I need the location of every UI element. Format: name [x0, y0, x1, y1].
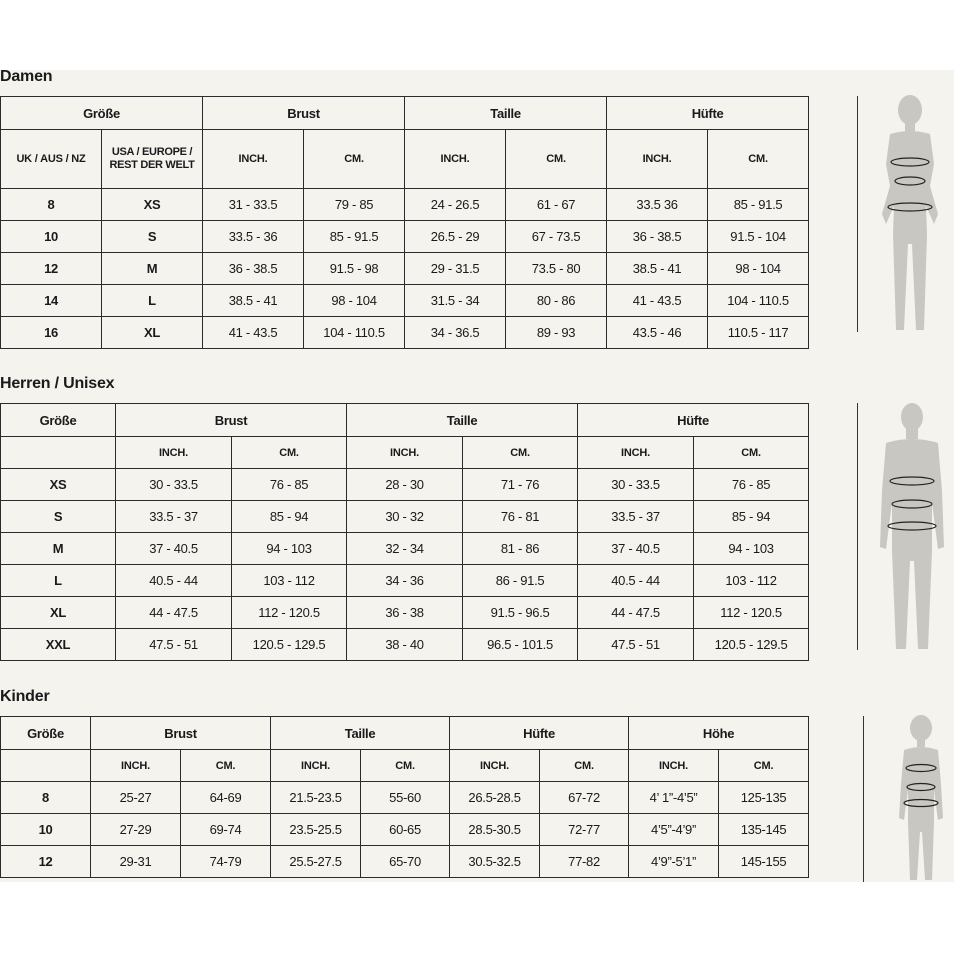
measurement-cell: 47.5 - 51 — [116, 629, 232, 661]
column-header: CM. — [540, 750, 629, 782]
size-cell: 8 — [1, 782, 91, 814]
measurement-cell: 80 - 86 — [506, 285, 607, 317]
measurement-cell: 85 - 91.5 — [304, 221, 405, 253]
group-header: Taille — [347, 404, 578, 437]
measurement-cell: 36 - 38.5 — [203, 253, 304, 285]
damen-title: Damen — [0, 68, 53, 85]
measurement-cell: 89 - 93 — [506, 317, 607, 349]
measurement-cell: 85 - 94 — [232, 501, 347, 533]
column-header: INCH. — [450, 750, 540, 782]
height-scale — [857, 96, 858, 332]
column-header: INCH. — [271, 750, 361, 782]
measurement-cell: 26.5-28.5 — [450, 782, 540, 814]
column-header: INCH. — [578, 437, 694, 469]
measurement-cell: 60-65 — [361, 814, 450, 846]
measurement-cell: 86 - 91.5 — [463, 565, 578, 597]
group-header: Hüfte — [578, 404, 809, 437]
herren-title: Herren / Unisex — [0, 375, 115, 392]
measurement-cell: 98 - 104 — [708, 253, 809, 285]
measurement-cell: 76 - 81 — [463, 501, 578, 533]
measurement-cell: 40.5 - 44 — [578, 565, 694, 597]
column-header: INCH. — [629, 750, 719, 782]
measurement-cell: 94 - 103 — [694, 533, 809, 565]
kinder-title: Kinder — [0, 688, 50, 705]
measurement-cell: 24 - 26.5 — [405, 189, 506, 221]
column-header: CM. — [463, 437, 578, 469]
measurement-cell: 110.5 - 117 — [708, 317, 809, 349]
group-header: Größe — [1, 717, 91, 750]
measurement-cell: 36 - 38.5 — [607, 221, 708, 253]
size-cell: 12 — [1, 253, 102, 285]
measurement-cell: 55-60 — [361, 782, 450, 814]
height-scale — [863, 716, 864, 882]
measurement-cell: 67 - 73.5 — [506, 221, 607, 253]
size-cell: 12 — [1, 846, 91, 878]
measurement-cell: 25-27 — [91, 782, 181, 814]
measurement-cell: 81 - 86 — [463, 533, 578, 565]
column-header: CM. — [708, 130, 809, 189]
group-header: Größe — [1, 97, 203, 130]
size-cell: S — [102, 221, 203, 253]
group-header: Hüfte — [450, 717, 629, 750]
measurement-cell: 40.5 - 44 — [116, 565, 232, 597]
measurement-cell: 43.5 - 46 — [607, 317, 708, 349]
table-row — [1, 846, 809, 878]
table-row — [1, 629, 809, 661]
measurement-cell: 44 - 47.5 — [578, 597, 694, 629]
group-header: Hüfte — [607, 97, 809, 130]
measurement-cell: 47.5 - 51 — [578, 629, 694, 661]
measurement-cell: 36 - 38 — [347, 597, 463, 629]
size-cell: XL — [1, 597, 116, 629]
size-cell: XXL — [1, 629, 116, 661]
measurement-cell: 103 - 112 — [694, 565, 809, 597]
height-scale — [857, 403, 858, 650]
column-header: UK / AUS / NZ — [1, 130, 102, 189]
size-cell: M — [1, 533, 116, 565]
measurement-cell: 61 - 67 — [506, 189, 607, 221]
measurement-cell: 67-72 — [540, 782, 629, 814]
measurement-cell: 38 - 40 — [347, 629, 463, 661]
measurement-cell: 85 - 94 — [694, 501, 809, 533]
column-header — [1, 437, 116, 469]
table-row — [1, 317, 809, 349]
measurement-cell: 64-69 — [181, 782, 271, 814]
measurement-cell: 91.5 - 104 — [708, 221, 809, 253]
table-row — [1, 565, 809, 597]
herren-size-table — [0, 403, 809, 661]
measurement-cell: 29-31 — [91, 846, 181, 878]
table-row — [1, 285, 809, 317]
measurement-cell: 30 - 33.5 — [116, 469, 232, 501]
measurement-cell: 120.5 - 129.5 — [232, 629, 347, 661]
column-header: INCH. — [607, 130, 708, 189]
table-row — [1, 469, 809, 501]
table-row — [1, 597, 809, 629]
size-cell: XS — [102, 189, 203, 221]
measurement-cell: 94 - 103 — [232, 533, 347, 565]
size-cell: L — [1, 565, 116, 597]
size-cell: 14 — [1, 285, 102, 317]
column-header: CM. — [181, 750, 271, 782]
table-row — [1, 189, 809, 221]
measurement-cell: 41 - 43.5 — [203, 317, 304, 349]
size-cell: 16 — [1, 317, 102, 349]
measurement-cell: 26.5 - 29 — [405, 221, 506, 253]
measurement-cell: 91.5 - 98 — [304, 253, 405, 285]
measurement-cell: 37 - 40.5 — [578, 533, 694, 565]
measurement-cell: 25.5-27.5 — [271, 846, 361, 878]
size-cell: 8 — [1, 189, 102, 221]
measurement-cell: 28.5-30.5 — [450, 814, 540, 846]
table-row — [1, 253, 809, 285]
damen-size-table — [0, 96, 809, 349]
measurement-cell: 71 - 76 — [463, 469, 578, 501]
column-header: INCH. — [405, 130, 506, 189]
column-header: INCH. — [116, 437, 232, 469]
measurement-cell: 104 - 110.5 — [708, 285, 809, 317]
measurement-cell: 79 - 85 — [304, 189, 405, 221]
measurement-cell: 91.5 - 96.5 — [463, 597, 578, 629]
size-cell: 10 — [1, 221, 102, 253]
measurement-cell: 30 - 32 — [347, 501, 463, 533]
measurement-cell: 32 - 34 — [347, 533, 463, 565]
table-row — [1, 782, 809, 814]
table-row — [1, 221, 809, 253]
column-header: INCH. — [347, 437, 463, 469]
woman-figure-icon — [872, 94, 948, 334]
measurement-cell: 33.5 - 37 — [116, 501, 232, 533]
column-header: CM. — [694, 437, 809, 469]
group-header: Taille — [405, 97, 607, 130]
measurement-cell: 38.5 - 41 — [607, 253, 708, 285]
measurement-cell: 33.5 - 36 — [203, 221, 304, 253]
measurement-cell: 120.5 - 129.5 — [694, 629, 809, 661]
measurement-cell: 30 - 33.5 — [578, 469, 694, 501]
measurement-cell: 4’9”-5’1” — [629, 846, 719, 878]
column-header: INCH. — [91, 750, 181, 782]
measurement-cell: 34 - 36.5 — [405, 317, 506, 349]
measurement-cell: 96.5 - 101.5 — [463, 629, 578, 661]
column-header: CM. — [361, 750, 450, 782]
group-header: Brust — [203, 97, 405, 130]
group-header: Taille — [271, 717, 450, 750]
table-row — [1, 533, 809, 565]
measurement-cell: 37 - 40.5 — [116, 533, 232, 565]
measurement-cell: 112 - 120.5 — [232, 597, 347, 629]
group-header: Größe — [1, 404, 116, 437]
measurement-cell: 76 - 85 — [232, 469, 347, 501]
group-header: Höhe — [629, 717, 809, 750]
measurement-cell: 21.5-23.5 — [271, 782, 361, 814]
measurement-cell: 41 - 43.5 — [607, 285, 708, 317]
measurement-cell: 125-135 — [719, 782, 809, 814]
measurement-cell: 77-82 — [540, 846, 629, 878]
measurement-cell: 69-74 — [181, 814, 271, 846]
group-header: Brust — [91, 717, 271, 750]
column-header: USA / EUROPE / REST DER WELT — [102, 130, 203, 189]
measurement-cell: 31.5 - 34 — [405, 285, 506, 317]
measurement-cell: 76 - 85 — [694, 469, 809, 501]
measurement-cell: 33.5 - 37 — [578, 501, 694, 533]
size-cell: L — [102, 285, 203, 317]
size-cell: M — [102, 253, 203, 285]
size-cell: S — [1, 501, 116, 533]
table-row — [1, 814, 809, 846]
measurement-cell: 135-145 — [719, 814, 809, 846]
child-figure-icon — [892, 714, 950, 884]
man-figure-icon — [874, 401, 950, 653]
measurement-cell: 4’5”-4’9” — [629, 814, 719, 846]
column-header: CM. — [506, 130, 607, 189]
measurement-cell: 4’ 1”-4’5” — [629, 782, 719, 814]
column-header: CM. — [304, 130, 405, 189]
measurement-cell: 30.5-32.5 — [450, 846, 540, 878]
measurement-cell: 34 - 36 — [347, 565, 463, 597]
measurement-cell: 72-77 — [540, 814, 629, 846]
measurement-cell: 98 - 104 — [304, 285, 405, 317]
measurement-cell: 74-79 — [181, 846, 271, 878]
table-row — [1, 501, 809, 533]
measurement-cell: 85 - 91.5 — [708, 189, 809, 221]
measurement-cell: 65-70 — [361, 846, 450, 878]
measurement-cell: 33.5 36 — [607, 189, 708, 221]
measurement-cell: 104 - 110.5 — [304, 317, 405, 349]
kinder-size-table — [0, 716, 809, 878]
measurement-cell: 31 - 33.5 — [203, 189, 304, 221]
measurement-cell: 29 - 31.5 — [405, 253, 506, 285]
measurement-cell: 73.5 - 80 — [506, 253, 607, 285]
column-header: INCH. — [203, 130, 304, 189]
column-header: CM. — [719, 750, 809, 782]
size-cell: XS — [1, 469, 116, 501]
measurement-cell: 103 - 112 — [232, 565, 347, 597]
measurement-cell: 38.5 - 41 — [203, 285, 304, 317]
measurement-cell: 145-155 — [719, 846, 809, 878]
measurement-cell: 28 - 30 — [347, 469, 463, 501]
column-header: CM. — [232, 437, 347, 469]
group-header: Brust — [116, 404, 347, 437]
column-header — [1, 750, 91, 782]
measurement-cell: 23.5-25.5 — [271, 814, 361, 846]
measurement-cell: 44 - 47.5 — [116, 597, 232, 629]
size-cell: 10 — [1, 814, 91, 846]
measurement-cell: 112 - 120.5 — [694, 597, 809, 629]
measurement-cell: 27-29 — [91, 814, 181, 846]
size-cell: XL — [102, 317, 203, 349]
